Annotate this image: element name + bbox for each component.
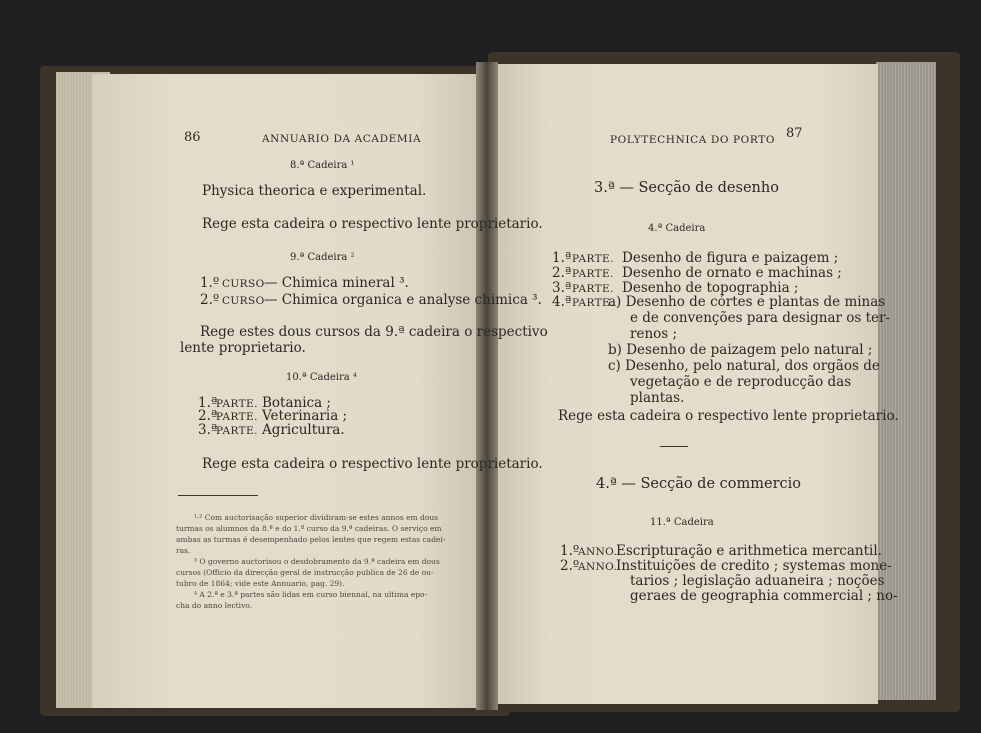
- cadeira-8-title: Physica theorica e experimental.: [202, 183, 427, 199]
- right-parte-3-text: Desenho de topographia ;: [622, 280, 799, 296]
- footnote-rule: [178, 495, 258, 496]
- parte-4-b: b) Desenho de paizagem pelo natural ;: [608, 342, 873, 358]
- cadeira-11-heading: 11.ª Cadeira: [650, 517, 714, 528]
- curso-2-label: CURSO: [222, 295, 265, 307]
- cadeira-9-heading: 9.ª Cadeira ²: [290, 252, 355, 263]
- anno-1-num: 1.º: [560, 543, 580, 559]
- cadeira-9-rege-line2: lente proprietario.: [180, 340, 306, 356]
- right-page-number: 87: [786, 126, 803, 141]
- cadeira-8-heading: 8.ª Cadeira ¹: [290, 160, 355, 171]
- anno-1-text: Escripturação e arithmetica mercantil.: [616, 543, 882, 559]
- cadeira-4-heading: 4.ª Cadeira: [648, 223, 706, 234]
- footnotes: [176, 512, 445, 611]
- right-parte-2-text: Desenho de ornato e machinas ;: [622, 265, 842, 281]
- parte-4-a-line1: a) Desenho de córtes e plantas de minas: [608, 294, 886, 310]
- left-parte-2-num: 2.ª: [198, 408, 218, 424]
- right-running-head: POLYTECHNICA DO PORTO: [610, 134, 776, 146]
- cadeira-8-rege: Rege esta cadeira o respectivo lente proprietario.: [202, 216, 543, 232]
- footnote-line: tubro de 1864; vide este Annuario, pag. 29).: [176, 579, 345, 588]
- parte-4-a-line2: e de convenções para designar os ter-: [630, 310, 891, 326]
- parte-4-c-line3: plantas.: [630, 390, 685, 406]
- anno-2-text-line1: Instituições de credito ; systemas mone-: [616, 558, 892, 574]
- cadeira-10-rege: Rege esta cadeira o respectivo lente proprietario.: [202, 456, 543, 472]
- curso-2-num: 2.º: [200, 292, 220, 308]
- curso-1-num: 1.º: [200, 275, 220, 291]
- right-parte-3-num: 3.ª: [552, 280, 572, 296]
- right-parte-1-num: 1.ª: [552, 250, 572, 266]
- left-parte-2-label: PARTE.: [216, 411, 258, 423]
- left-parte-3-text: Agricultura.: [262, 422, 345, 438]
- footnote-line: ¹·² Com auctorisação superior dividiram-se estes annos em dous: [194, 513, 439, 522]
- cadeira-10-heading: 10.ª Cadeira ⁴: [286, 372, 357, 383]
- anno-2-text-line2: tarios ; legislação aduaneira ; noções: [630, 573, 885, 589]
- anno-2-label: ANNO.: [578, 561, 618, 573]
- left-parte-2-text: Veterinaria ;: [262, 408, 348, 424]
- footnote-line: ⁴ A 2.ª e 3.ª partes são lidas em curso biennal, na ultima epo-: [194, 590, 428, 599]
- anno-1-label: ANNO.: [578, 546, 618, 558]
- cadeira-9-rege-line1: Rege estes dous cursos da 9.ª cadeira o respectivo: [200, 324, 548, 340]
- parte-4-a-line3: renos ;: [630, 326, 678, 342]
- left-parte-3-label: PARTE.: [216, 425, 258, 437]
- curso-1-text: — Chimica mineral ³.: [264, 275, 409, 291]
- left-parte-1-num: 1.ª: [198, 395, 218, 411]
- page-edges-right: [876, 62, 936, 700]
- footnote-line: turmas os alumnos da 8.ª e do 1.º curso da 9.ª cadeiras. O serviço em: [176, 524, 442, 533]
- section-divider: [660, 446, 688, 447]
- section-4-heading: 4.ª — Secção de commercio: [596, 476, 802, 492]
- left-parte-3-num: 3.ª: [198, 422, 218, 438]
- right-parte-4-label: PARTE.: [572, 297, 614, 309]
- section-3-rege: Rege esta cadeira o respectivo lente proprietario.: [558, 408, 899, 424]
- right-parte-1-text: Desenho de figura e paizagem ;: [622, 250, 839, 266]
- left-page-number: 86: [184, 130, 201, 145]
- curso-2-text: — Chimica organica e analyse chimica ³.: [264, 292, 542, 308]
- footnote-line: ambas as turmas é desempenhado pelos lentes que regem estas cadei-: [176, 535, 446, 544]
- anno-2-num: 2.º: [560, 558, 580, 574]
- parte-4-c-line1: c) Desenho, pelo natural, dos orgãos de: [608, 358, 880, 374]
- footnote-line: cursos (Officio da direcção geral de instrucção publica de 26 de ou-: [176, 568, 434, 577]
- right-parte-3-label: PARTE.: [572, 283, 614, 295]
- parte-4-c-line2: vegetação e de reproducção das: [630, 374, 852, 390]
- left-parte-1-text: Botanica ;: [262, 395, 331, 411]
- left-running-head: ANNUARIO DA ACADEMIA: [262, 133, 422, 145]
- book-gutter: [476, 62, 498, 710]
- right-parte-2-num: 2.ª: [552, 265, 572, 281]
- left-page: [92, 74, 484, 708]
- footnote-line: ³ O governo auctorisou o desdobramento da 9.ª cadeira em dous: [194, 557, 440, 566]
- right-parte-2-label: PARTE.: [572, 268, 614, 280]
- left-parte-1-label: PARTE.: [216, 398, 258, 410]
- right-parte-4-num: 4.ª: [552, 294, 572, 310]
- right-parte-1-label: PARTE.: [572, 253, 614, 265]
- footnote-line: ras.: [176, 546, 191, 555]
- anno-2-text-line3: geraes de geographia commercial ; no-: [630, 588, 898, 604]
- curso-1-label: CURSO: [222, 278, 265, 290]
- section-3-heading: 3.ª — Secção de desenho: [594, 180, 779, 196]
- footnote-line: cha do anno lectivo.: [176, 601, 253, 610]
